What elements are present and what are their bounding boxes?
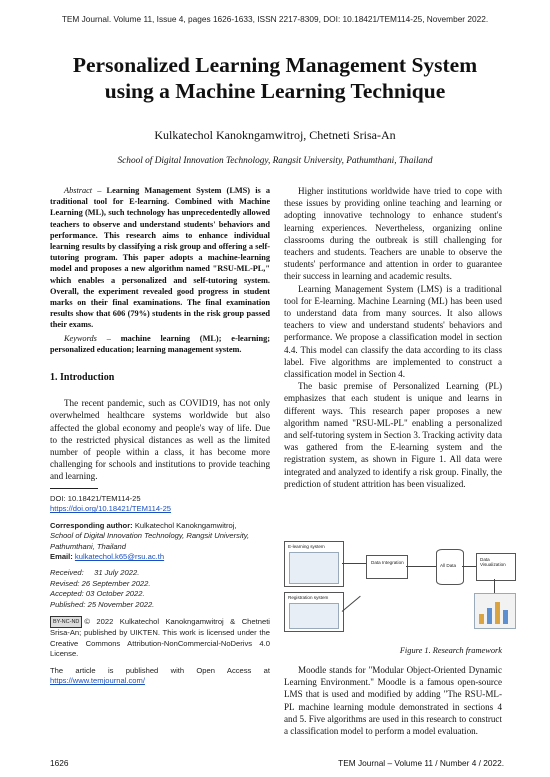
corresponding-author-name: Kulkatechol Kanokngamwitroj,	[134, 520, 237, 530]
title-line-1: Personalized Learning Management System	[72, 53, 478, 77]
arrow-icon	[494, 579, 496, 593]
footnote	[50, 494, 270, 687]
corresponding-author-label: Corresponding author:	[50, 520, 133, 530]
intro-paragraph-1: The recent pandemic, such as COVID19, has not only overwhelmed healthcare systems worldwide but also affected the global economy and people's way of life. Due to the restricted physical distances as well as the limited number of people within a class, it has become more challenging for schools and institutions to provide teaching and learning.	[50, 398, 270, 482]
right-paragraph-4: Moodle stands for "Modular Object-Oriented Dynamic Learning Environment." Moodle is a famous open-source LMS that is used and modified by adding "The RSU-ML-PL machine learning module demonstrated in sections 4 and 5. Five algorithms are used in this research to construct a classification model to perform a model evaluation.	[284, 665, 502, 737]
footnote-rule	[50, 488, 98, 489]
journal-url-link[interactable]: https://www.temjournal.com/	[50, 676, 145, 686]
registration-system-box: Registration system	[284, 592, 344, 632]
right-paragraph-3: The basic premise of Personalized Learning (PL) emphasizes that each student is unique and learns in different ways. This research paper proposes a new algorithm named "RSU-ML-PL" enabling a personalized and self-tutoring system in Section 3. Tracking activity data was gathered from the E-learning system and the registration system, as shown in Figure 1. All data were integrated and analyzed to identify a risk group. Finally, the prediction of student attrition has been visualized.	[284, 381, 502, 489]
right-column-continued	[284, 664, 502, 737]
elearning-system-box: E-learning system	[284, 541, 344, 587]
data-visualization-box: Data Visualization	[476, 553, 516, 581]
email-label: Email:	[50, 552, 73, 562]
keywords-lead: Keywords –	[64, 333, 111, 343]
arrow-icon	[406, 566, 436, 567]
all-data-cylinder: All Data	[436, 549, 464, 585]
footer-journal: TEM Journal – Volume 11 / Number 4 / 2022.	[338, 758, 504, 768]
title-line-2: using a Machine Learning Technique	[104, 79, 446, 103]
email-link[interactable]: kulkatechol.k65@rsu.ac.th	[74, 552, 165, 562]
abstract-text: Learning Management System (LMS) is a traditional tool for E-learning. Combined with Machine Learning (ML), such technology has unprecedentedly allowed teachers to observe and understand students' behaviors and performance. This research aims to enhance individual learning results by classifying a risk group and offering a self-tutoring program. This paper adopts a machine-learning model and proposes a new algorithm named "RSU-ML-PL," which enables a personalized and self-tutoring system. Overall, the experiment revealed good progress in student marks on their final examinations. The final examination results show that 606 (79%) students in the risk group passed their exams.	[50, 186, 271, 330]
abstract-lead: Abstract –	[64, 186, 102, 195]
right-paragraph-2: Learning Management System (LMS) is a traditional tool for E-learning. Machine Learning (ML) has been used to understand data from many sources. It also allows teachers to view and understand students' behaviors and performance. We propose a classification model in section 4.4. This model can classify the data according to its class label. Five algorithms are implemented to construct a classification model in Section 4.	[284, 283, 502, 380]
doi-link[interactable]: https://doi.org/10.18421/TEM114-25	[50, 504, 172, 514]
license-text: BY-NC-ND © 2022 Kulkatechol Kanokngamwitroj & Chetneti Srisa-An; published by UIKTEN. This work is licensed under the Creative Commons Attribution-NonCommercial-NoDerivs 4.0 License.	[50, 617, 270, 659]
research-framework-figure	[284, 541, 514, 631]
date-published: Published: 25 November 2022.	[50, 599, 155, 609]
figure-caption: Figure 1. Research framework	[399, 646, 502, 655]
chart-thumbnail-graphic	[475, 594, 515, 628]
abstract	[50, 185, 270, 331]
doi-label: DOI: 10.18421/TEM114-25	[50, 494, 141, 503]
authors: Kulkatechol Kanokngamwitroj, Chetneti Srisa-An	[154, 128, 396, 142]
page-number: 1626	[50, 758, 69, 768]
corresponding-author-affiliation: School of Digital Innovation Technology, Rangsit University, Pathumthani, Thailand	[50, 531, 250, 551]
paper-title	[30, 52, 520, 104]
visualization-chart-thumbnail	[474, 593, 516, 629]
data-integration-box: Data Integration	[366, 555, 408, 579]
affiliation: School of Digital Innovation Technology, Rangsit University, Pathumthani, Thailand	[117, 156, 433, 166]
arrow-icon	[462, 566, 476, 567]
right-paragraph-1: Higher institutions worldwide have tried to cope with these issues by providing online teaching and learning or adopting innovative technology to enhance student's learning experiences. Nevertheless, organizing online classrooms during the outbreak is still challenging for teachers and students. Teachers are unable to observe the students' performance and attention in order to guarantee their success in learning and academic results.	[284, 186, 502, 282]
right-column	[284, 185, 502, 490]
arrow-icon	[342, 596, 361, 612]
keywords	[50, 333, 270, 355]
keywords-text: machine learning (ML); e-learning; personalized education; learning management system.	[50, 333, 270, 354]
date-accepted: Accepted: 03 October 2022.	[50, 589, 145, 599]
date-revised: Revised: 26 September 2022.	[50, 578, 151, 588]
registration-screenshot-thumbnail	[289, 603, 339, 629]
cc-license-badge: BY-NC-ND	[50, 616, 82, 628]
running-header: TEM Journal. Volume 11, Issue 4, pages 1626-1633, ISSN 2217-8309, DOI: 10.18421/TEM114-25, November 2022.	[61, 14, 489, 24]
elearning-screenshot-thumbnail	[289, 552, 339, 584]
open-access-text: The article is published with Open Access at https://www.temjournal.com/	[50, 665, 270, 686]
arrow-icon	[342, 563, 366, 564]
date-received: Received: 31 July 2022.	[50, 568, 140, 578]
section-heading-introduction: 1. Introduction	[50, 372, 115, 384]
left-column	[50, 185, 270, 483]
